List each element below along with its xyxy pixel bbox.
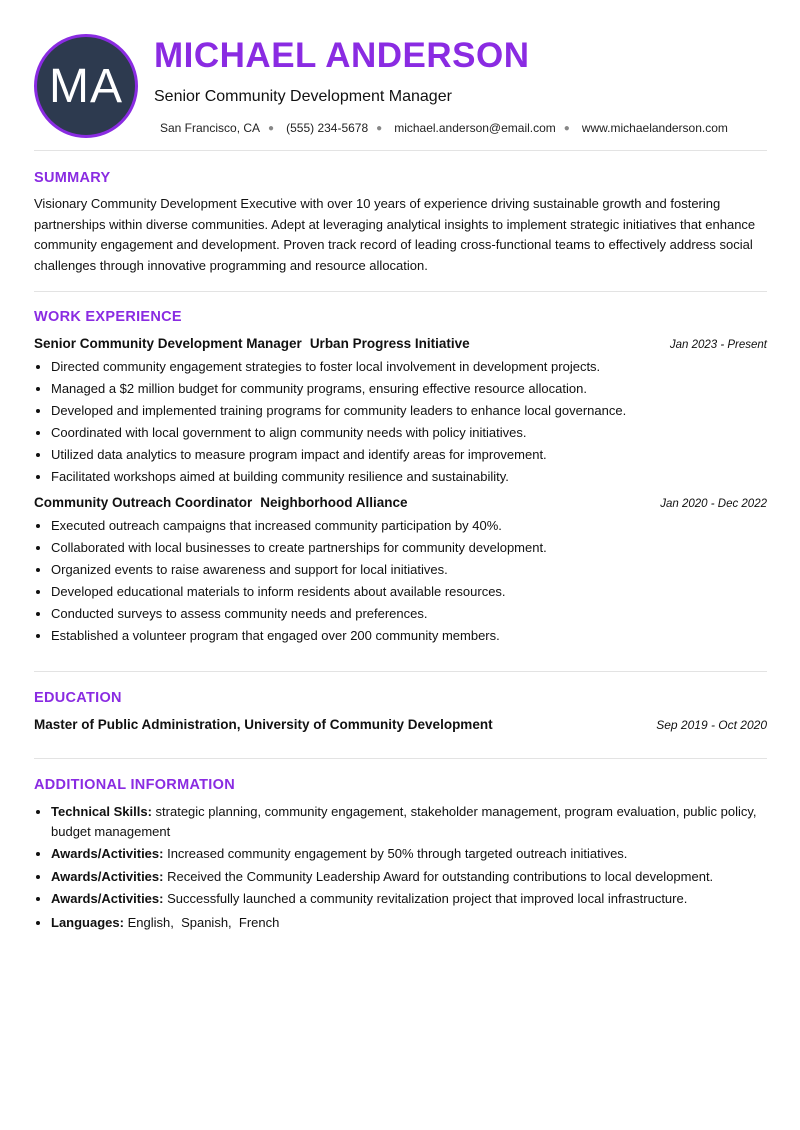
list-item: • Utilized data analytics to measure program impact and identify areas for improvement. — [51, 444, 767, 466]
degree: Master of Public Administration, University of Community Development — [34, 717, 493, 732]
item-text: Successfully launched a community revitalization project that improved local infrastructure. — [167, 891, 688, 906]
job-header — [34, 495, 767, 510]
additional-heading: ADDITIONAL INFORMATION — [34, 777, 235, 793]
experience-heading: WORK EXPERIENCE — [34, 309, 182, 325]
list-item: • Managed a $2 million budget for community programs, ensuring effective resource allocation. — [51, 378, 767, 400]
item-label: Awards/Activities: — [51, 891, 164, 906]
list-item: • Executed outreach campaigns that increased community participation by 40%. — [51, 515, 767, 537]
job-header — [34, 336, 767, 351]
separator-dot-icon: ● — [268, 122, 275, 134]
list-item: • Coordinated with local government to align community needs with policy initiatives. — [51, 422, 767, 444]
contact-line — [160, 121, 728, 135]
job-entry — [34, 495, 767, 647]
education-section — [34, 672, 767, 732]
job-dates: Jan 2020 - Dec 2022 — [660, 498, 767, 510]
job-bullets — [34, 356, 767, 488]
item-text: strategic planning, community engagement, stakeholder management, program evaluation, public policy, budget management — [51, 804, 757, 839]
list-item: • Facilitated workshops aimed at building community resilience and sustainability. — [51, 466, 767, 488]
contact-website[interactable]: www.michaelanderson.com — [581, 121, 728, 135]
list-item: • Directed community engagement strategies to foster local involvement in development projects. — [51, 356, 767, 378]
list-item: • Developed educational materials to inform residents about available resources. — [51, 581, 767, 603]
item-label: Languages: — [51, 914, 124, 930]
list-item — [51, 802, 767, 841]
job-title-org — [34, 336, 470, 351]
list-item: • Established a volunteer program that engaged over 200 community members. — [51, 625, 767, 647]
summary-heading: SUMMARY — [34, 170, 111, 186]
job-title: Senior Community Development Manager — [154, 88, 452, 105]
experience-section — [34, 292, 767, 647]
additional-list — [34, 802, 767, 932]
education-heading: EDUCATION — [34, 690, 122, 706]
candidate-name: MICHAEL ANDERSON — [154, 36, 530, 75]
item-label: Technical Skills: — [51, 804, 152, 819]
job-entry — [34, 336, 767, 488]
education-entry — [34, 717, 767, 732]
list-item — [51, 844, 767, 864]
summary-section — [34, 151, 767, 276]
list-item: • Conducted surveys to assess community needs and preferences. — [51, 603, 767, 625]
resume-header — [34, 0, 767, 150]
education-dates: Sep 2019 - Oct 2020 — [656, 718, 767, 732]
list-item: • Developed and implemented training programs for community leaders to enhance local governance. — [51, 400, 767, 422]
summary-text: Visionary Community Development Executive with over 10 years of experience driving sustainable growth and fostering partnerships within diverse communities. Adept at leveraging analytical insights to implement strategic initiatives that enhance community engagement and development. Proven track record of leading cross-functional teams to effectively address social challenges through innovative programming and resource allocation. — [34, 196, 756, 273]
list-item — [51, 913, 767, 933]
item-text: Increased community engagement by 50% through targeted outreach initiatives. — [167, 846, 628, 861]
item-text: Received the Community Leadership Award for outstanding contributions to local development. — [167, 868, 714, 884]
avatar: MA — [34, 34, 138, 138]
list-item — [51, 867, 767, 887]
contact-email[interactable]: michael.anderson@email.com — [394, 121, 556, 135]
contact-phone: (555) 234-5678 — [286, 121, 369, 135]
job-dates: Jan 2023 - Present — [669, 339, 767, 351]
job-title-org — [34, 495, 408, 510]
job-org: Neighborhood Alliance — [260, 495, 408, 510]
list-item: • Collaborated with local businesses to create partnerships for community development. — [51, 537, 767, 559]
job-org: Urban Progress Initiative — [309, 336, 470, 351]
separator-dot-icon: ● — [563, 122, 570, 134]
job-role: Senior Community Development Manager — [34, 336, 302, 351]
separator-dot-icon: ● — [376, 122, 383, 134]
contact-location: San Francisco, CA — [160, 121, 261, 135]
job-role: Community Outreach Coordinator — [34, 495, 253, 510]
item-text: English, Spanish, French — [127, 914, 280, 930]
additional-section — [34, 759, 767, 932]
list-item: • Organized events to raise awareness and support for local initiatives. — [51, 559, 767, 581]
resume-page — [34, 0, 767, 935]
item-label: Awards/Activities: — [51, 868, 164, 884]
job-bullets — [34, 515, 767, 647]
item-label: Awards/Activities: — [51, 846, 164, 861]
list-item — [51, 889, 767, 909]
